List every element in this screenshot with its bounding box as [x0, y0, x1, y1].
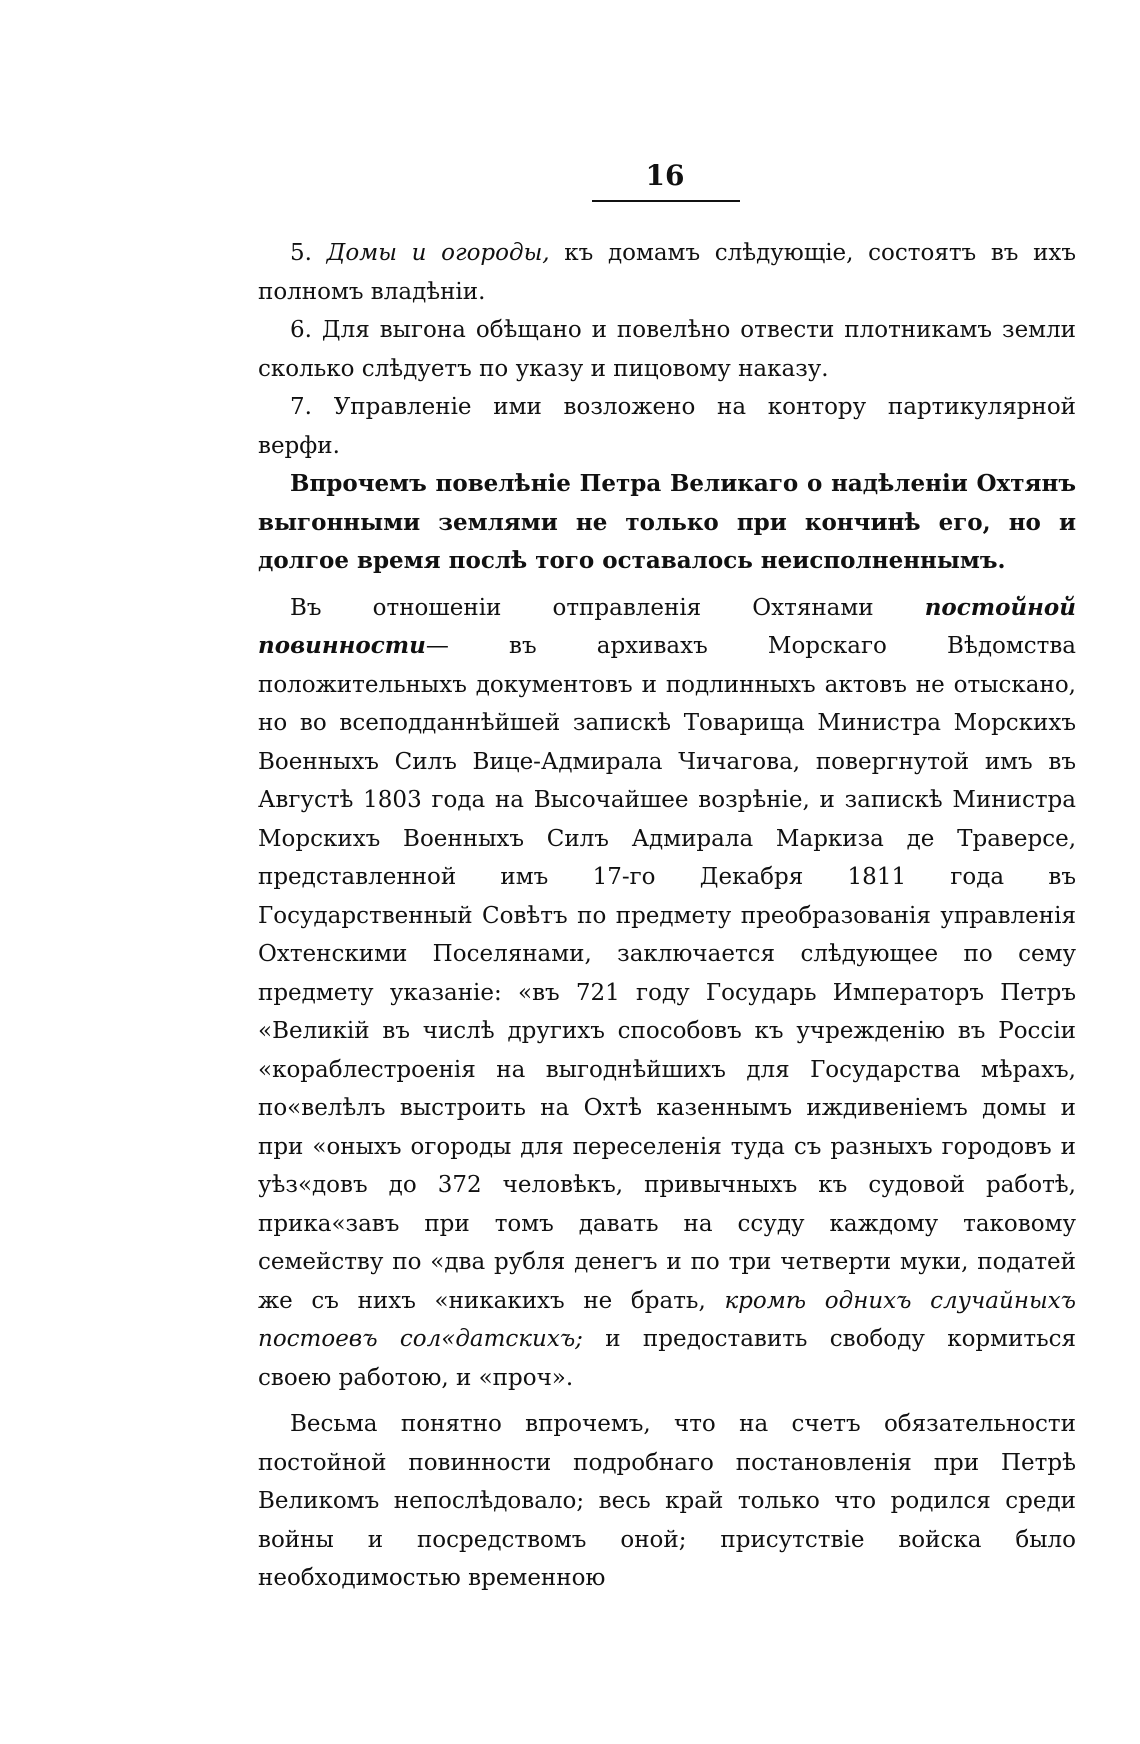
paragraph-2-body: — въ архивахъ Морскаго Вѣдомства положительныхъ документовъ и подлинныхъ актовъ не отыскано, но во всеподданнѣйшей запискѣ Товарища Министра Морскихъ Военныхъ Силъ Вице-Адмирала Чичагова, повергнутой имъ въ Августѣ 1803 года на Высочайшее возрѣніе, и запискѣ Министра Морскихъ Военныхъ Силъ Адмирала Маркиза де Траверсе, представленной имъ 17-го Декабря 1811 года въ Государственный Совѣтъ по предмету преобразованія управленія Охтенскими Поселянами, заключается слѣдующее по сему предмету указаніе:: [258, 633, 1076, 1006]
item-7-number: 7.: [290, 394, 312, 420]
item-6-number: 6.: [290, 317, 312, 343]
item-6-text: Для выгона обѣщано и повелѣно отвести плотникамъ земли сколько слѣдуетъ по указу и пицовому наказу.: [258, 317, 1077, 382]
item-6: [258, 311, 1076, 388]
paragraph-2-intro: Въ отношеніи отправленія Охтянами: [290, 594, 874, 621]
item-5-title: Домы и огороды,: [326, 240, 550, 266]
paragraph-2-term: постойной повинности: [258, 593, 1076, 659]
item-7: [258, 388, 1076, 465]
paragraph-1-text: Впрочемъ повелѣніе Петра Великаго о надѣленіи Охтянъ выгонными землями не только при кончинѣ его, но и долгое время послѣ того оставалось неисполненнымъ.: [258, 470, 1076, 574]
page-number: 16: [645, 159, 685, 192]
item-5: [258, 234, 1076, 311]
paragraph-2-end: и предоставить свободу кормиться своею работою, и «проч».: [258, 1326, 1076, 1391]
text-column: [258, 234, 1076, 1598]
item-5-text: къ домамъ слѣдующіе, состоятъ въ ихъ полномъ владѣніи.: [258, 240, 1077, 305]
page-number-rule: [592, 200, 740, 202]
paragraph-2-italic-quote: кромѣ однихъ случайныхъ постоевъ сол«датскихъ;: [258, 1287, 1076, 1352]
paragraph-2-quote: «въ 721 году Государь Императоръ Петръ «Великій въ числѣ другихъ способовъ къ учрежденію въ Россіи «кораблестроенія на выгоднѣйшихъ для Государства мѣрахъ, по«велѣлъ выстроить на Охтѣ казеннымъ иждивеніемъ домы и при «оныхъ огороды для переселенія туда съ разныхъ городовъ и уѣз«довъ до 372 человѣкъ, привычныхъ къ судовой работѣ, прика«завъ при томъ давать на ссуду каждому таковому семейству по «два рубля денегъ и по три четверти муки, податей же съ нихъ «никакихъ не брать,: [258, 979, 1077, 1314]
paragraph-2: [258, 589, 1076, 1398]
paragraph-3: [258, 1405, 1076, 1598]
item-7-text: Управленіе ими возложено на контору партикулярной верфи.: [258, 394, 1076, 459]
paragraph-1: [258, 465, 1076, 581]
item-5-number: 5.: [290, 240, 312, 266]
paragraph-3-text: Весьма понятно впрочемъ, что на счетъ обязательности постойной повинности подробнаго постановленія при Петрѣ Великомъ непослѣдовало; весь край только что родился среди войны и посредствомъ оной; присутствіе войска было необходимостью временною: [258, 1411, 1076, 1591]
